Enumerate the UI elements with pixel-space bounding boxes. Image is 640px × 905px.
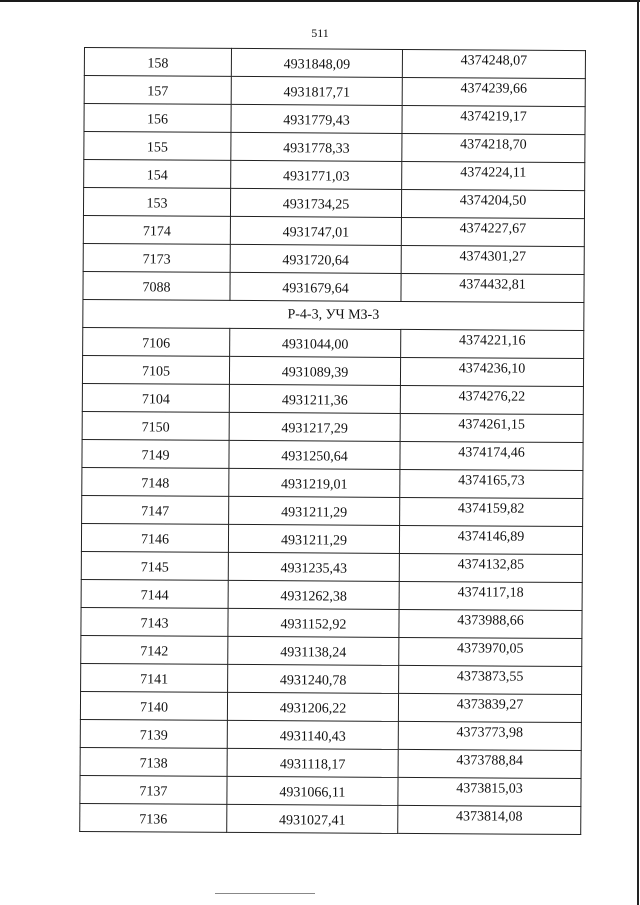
cell-y: [398, 805, 581, 834]
cell-x-value: 4931778,33: [283, 140, 350, 157]
cell-x-value: 4931779,43: [283, 112, 350, 129]
cell-x-value: 4931211,36: [281, 392, 348, 409]
cell-x: [229, 356, 400, 385]
cell-y-value: 4373814,08: [456, 808, 523, 825]
cell-x-value: 4931848,09: [283, 56, 351, 73]
cell-x: [231, 76, 402, 105]
cell-point-value: 7088: [142, 279, 171, 296]
cell-y-value: 4374236,10: [458, 360, 526, 377]
cell-y-value: 4374146,89: [457, 528, 525, 545]
table-row: [82, 467, 583, 498]
cell-point: [80, 803, 227, 832]
table-row: [83, 243, 584, 274]
table-row: [81, 551, 582, 582]
table-row: [83, 271, 584, 302]
cell-y: [399, 609, 582, 638]
cell-point-value: 7141: [140, 671, 169, 688]
cell-y-value: 4374221,16: [458, 332, 526, 349]
cell-y: [400, 441, 583, 470]
table-row: [84, 76, 585, 107]
page-number: 511: [311, 26, 329, 40]
coordinates-table-wrapper: [79, 47, 584, 835]
cell-x-value: 4931734,25: [282, 196, 350, 213]
cell-x-value: 4931066,11: [279, 784, 346, 801]
cell-point: [84, 132, 231, 161]
cell-y: [402, 49, 585, 78]
cell-x-value: 4931217,29: [281, 420, 348, 437]
table-row: [82, 383, 583, 414]
table-row: [83, 327, 584, 358]
cell-point: [80, 691, 227, 720]
cell-y-value: 4374301,27: [459, 248, 527, 265]
cell-y: [400, 497, 583, 526]
cell-y: [401, 245, 584, 274]
cell-y: [400, 469, 583, 498]
cell-point-value: 7139: [139, 727, 168, 744]
table-row: [80, 691, 581, 722]
cell-point: [82, 467, 229, 496]
cell-y: [398, 777, 581, 806]
cell-y-value: 4373788,84: [456, 752, 523, 769]
cell-point: [83, 215, 230, 244]
cell-y: [399, 525, 582, 554]
cell-y-value: 4374159,82: [457, 500, 525, 517]
cell-y-value: 4373815,03: [456, 780, 523, 797]
cell-x: [228, 580, 399, 609]
cell-x-value: 4931235,43: [280, 560, 348, 577]
cell-x-value: 4931089,39: [281, 364, 349, 381]
cell-point: [80, 775, 227, 804]
table-row: [82, 439, 583, 470]
cell-point-value: 7148: [141, 475, 170, 492]
cell-y-value: 4374132,85: [457, 556, 525, 573]
cell-point-value: 153: [146, 195, 168, 212]
page-top-edge: [0, 0, 640, 2]
cell-x: [228, 524, 399, 553]
cell-point-value: 7145: [140, 559, 169, 576]
table-row: [81, 607, 582, 638]
cell-y-value: 4374261,15: [458, 416, 525, 433]
cell-y-value: 4374117,18: [457, 584, 524, 601]
table-row: [83, 215, 584, 246]
cell-x-value: 4931250,64: [281, 448, 348, 465]
table-row: [84, 132, 585, 163]
cell-x-value: 4931219,01: [281, 476, 348, 493]
cell-y: [400, 357, 583, 386]
cell-y-value: 4374219,17: [460, 108, 527, 125]
cell-y-value: 4374204,50: [459, 192, 527, 209]
table-row: [81, 663, 582, 694]
cell-x: [227, 776, 398, 805]
cell-point: [81, 579, 228, 608]
cell-point-value: 7144: [140, 587, 169, 604]
cell-x: [230, 328, 401, 357]
cell-point: [82, 411, 229, 440]
table-row: [84, 160, 585, 191]
cell-x: [229, 412, 400, 441]
cell-y: [399, 553, 582, 582]
cell-y-value: 4374218,70: [460, 136, 527, 153]
cell-x-value: 4931240,78: [279, 672, 347, 689]
table-row: [80, 775, 581, 806]
cell-y-value: 4373839,27: [456, 696, 524, 713]
cell-x: [230, 216, 401, 245]
footer-mark: [215, 893, 315, 894]
cell-point-value: 7142: [140, 643, 169, 660]
cell-y-value: 4373873,55: [456, 668, 524, 685]
cell-x-value: 4931206,22: [279, 700, 347, 717]
cell-x: [231, 132, 402, 161]
table-row: [81, 523, 582, 554]
cell-x: [229, 468, 400, 497]
coordinates-table-body: [80, 48, 586, 835]
cell-y: [401, 329, 584, 358]
cell-y: [401, 217, 584, 246]
cell-x: [227, 720, 398, 749]
cell-x: [231, 160, 402, 189]
cell-y-value: 4374227,67: [459, 220, 527, 237]
cell-y: [402, 77, 585, 106]
cell-x: [229, 384, 400, 413]
cell-point-value: 7149: [141, 447, 170, 464]
cell-point: [80, 719, 227, 748]
cell-point: [84, 104, 231, 133]
cell-point: [82, 383, 229, 412]
cell-y: [398, 749, 581, 778]
cell-point: [82, 495, 229, 524]
table-row: [84, 48, 585, 79]
cell-x-value: 4931262,38: [280, 588, 347, 605]
cell-x-value: 4931720,64: [282, 252, 349, 269]
cell-y: [399, 581, 582, 610]
coordinates-table: [79, 47, 586, 835]
cell-x: [228, 636, 399, 665]
cell-y-value: 4373988,66: [457, 612, 524, 629]
table-row: [81, 635, 582, 666]
cell-point: [81, 607, 228, 636]
cell-point-value: 7146: [140, 531, 170, 548]
page-right-edge: [637, 0, 639, 905]
cell-x: [231, 48, 402, 77]
cell-x: [230, 188, 401, 217]
cell-point-value: 7143: [140, 615, 169, 632]
cell-y-value: 4374276,22: [458, 388, 526, 405]
table-row: [82, 495, 583, 526]
cell-point-value: 7136: [139, 811, 168, 828]
table-row: [81, 579, 582, 610]
cell-point-value: 155: [146, 139, 168, 156]
cell-x-value: 4931027,41: [278, 812, 346, 829]
section-row: [83, 299, 584, 330]
cell-point-value: 7173: [142, 251, 171, 268]
cell-y-value: 4373773,98: [456, 724, 524, 741]
cell-x-value: 4931118,17: [279, 756, 346, 773]
cell-point-value: 7174: [142, 223, 171, 240]
cell-x: [229, 496, 400, 525]
cell-x: [229, 440, 400, 469]
cell-y-value: 4374432,81: [459, 276, 526, 293]
cell-point-value: 7150: [141, 419, 170, 436]
cell-y: [401, 189, 584, 218]
cell-y: [402, 105, 585, 134]
cell-point: [81, 551, 228, 580]
cell-point-value: 158: [147, 55, 169, 72]
cell-point: [81, 663, 228, 692]
table-row: [80, 747, 581, 778]
cell-point: [82, 355, 229, 384]
cell-x-value: 4931044,00: [281, 336, 349, 353]
cell-y: [400, 385, 583, 414]
table-row: [83, 188, 584, 219]
cell-y: [402, 133, 585, 162]
cell-x: [231, 104, 402, 133]
cell-x-value: 4931817,71: [283, 84, 351, 101]
cell-y: [400, 413, 583, 442]
cell-point-value: 7140: [139, 699, 169, 716]
cell-point-value: 7137: [139, 783, 168, 800]
cell-point-value: 154: [146, 167, 168, 184]
cell-y: [398, 693, 581, 722]
cell-x: [227, 692, 398, 721]
cell-y: [398, 721, 581, 750]
cell-point-value: 7105: [141, 363, 171, 380]
table-row: [82, 411, 583, 442]
cell-point: [83, 243, 230, 272]
cell-x: [227, 804, 398, 833]
cell-point: [83, 188, 230, 217]
cell-x: [230, 244, 401, 273]
cell-x-value: 4931771,03: [282, 168, 350, 185]
cell-point: [81, 635, 228, 664]
cell-y-value: 4374224,11: [460, 164, 527, 181]
cell-point: [83, 327, 230, 356]
cell-x-value: 4931211,29: [281, 504, 348, 521]
cell-y: [401, 273, 584, 302]
cell-x: [228, 664, 399, 693]
cell-point: [84, 48, 231, 77]
cell-point-value: 7138: [139, 755, 168, 772]
cell-point: [82, 439, 229, 468]
cell-x-value: 4931138,24: [280, 644, 347, 661]
cell-point: [84, 76, 231, 105]
cell-x-value: 4931211,29: [280, 532, 348, 549]
cell-point-value: 157: [147, 83, 169, 100]
cell-y-value: 4374239,66: [460, 80, 528, 97]
cell-x-value: 4931152,92: [280, 616, 347, 633]
cell-point-value: 7147: [141, 503, 170, 520]
table-row: [82, 355, 583, 386]
cell-y-value: 4374165,73: [458, 472, 525, 489]
cell-x: [228, 552, 399, 581]
section-title: Р-4-3, УЧ МЗ-3: [83, 299, 584, 330]
cell-point: [83, 271, 230, 300]
cell-x: [227, 748, 398, 777]
cell-x-value: 4931140,43: [279, 728, 346, 745]
table-row: [84, 104, 585, 135]
cell-y-value: 4373970,05: [457, 640, 524, 657]
cell-y: [399, 665, 582, 694]
cell-y-value: 4374174,46: [458, 444, 525, 461]
cell-y-value: 4374248,07: [460, 52, 528, 69]
table-row: [80, 803, 581, 834]
cell-x: [230, 272, 401, 301]
table-row: [80, 719, 581, 750]
cell-point-value: 7106: [142, 335, 171, 352]
cell-point: [81, 523, 228, 552]
cell-point-value: 7104: [141, 391, 170, 408]
cell-x-value: 4931747,01: [282, 224, 350, 241]
cell-point: [84, 160, 231, 189]
cell-x: [228, 608, 399, 637]
cell-y: [399, 637, 582, 666]
cell-point: [80, 747, 227, 776]
cell-y: [402, 161, 585, 190]
cell-point-value: 156: [147, 111, 169, 128]
cell-x-value: 4931679,64: [282, 280, 349, 297]
